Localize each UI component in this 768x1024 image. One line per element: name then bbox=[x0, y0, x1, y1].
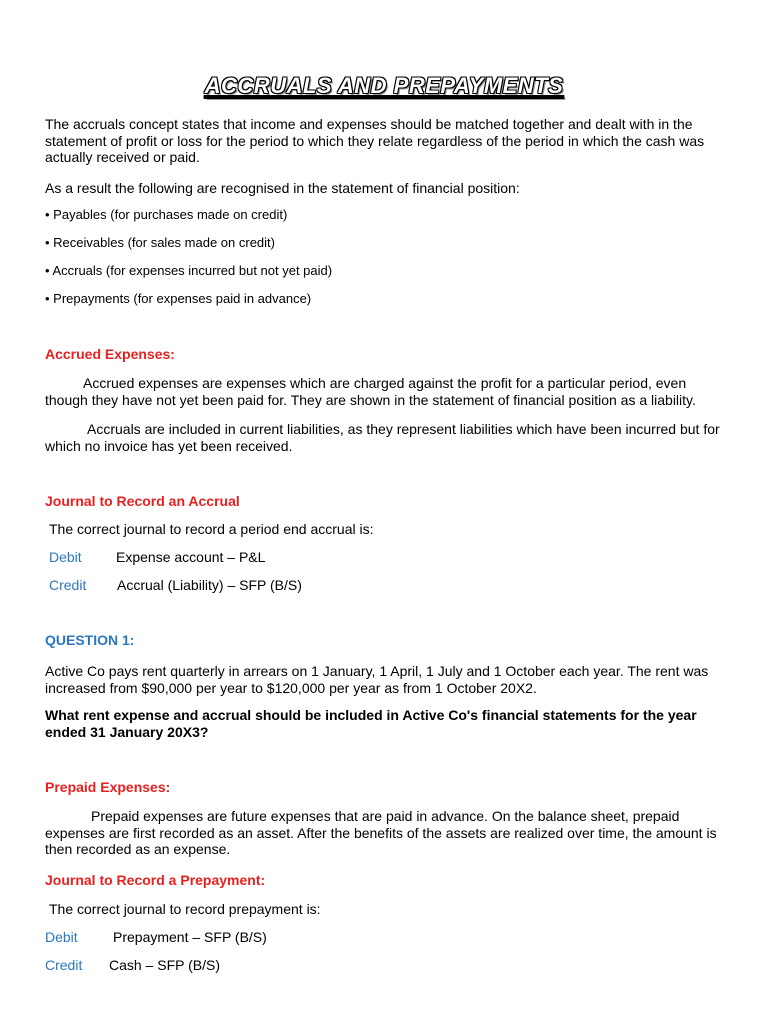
prepayment-debit-label: Debit bbox=[45, 929, 78, 945]
journal-prepayment-intro: The correct journal to record prepayment is: bbox=[49, 901, 321, 917]
bullet-prepayments: • Prepayments (for expenses paid in advance) bbox=[45, 291, 312, 306]
question-1-prompt: What rent expense and accrual should be included in Active Co's financial statements for the year ended 31 January 20X3? bbox=[45, 707, 697, 740]
accrual-credit-label: Credit bbox=[49, 577, 87, 593]
intro-statement: As a result the following are recognised in the statement of financial position: bbox=[45, 180, 520, 196]
prepaid-expenses-paragraph: Prepaid expenses are future expenses that are paid in advance. On the balance sheet, prepaid expenses are first recorded as an asset. After the benefits of the assets are realized over time, the amount is then recorded as an expense. bbox=[45, 808, 717, 857]
journal-accrual-intro: The correct journal to record a period end accrual is: bbox=[49, 521, 374, 537]
journal-prepayment-heading: Journal to Record a Prepayment: bbox=[45, 872, 266, 888]
prepayment-credit-label: Credit bbox=[45, 957, 83, 973]
prepayment-debit-entry: Prepayment – SFP (B/S) bbox=[113, 929, 267, 945]
journal-accrual-heading: Journal to Record an Accrual bbox=[45, 493, 240, 509]
page-title: ACCRUALS AND PREPAYMENTS bbox=[204, 73, 564, 98]
question-1-heading: QUESTION 1: bbox=[45, 632, 135, 648]
accrual-debit-entry: Expense account – P&L bbox=[116, 549, 266, 565]
question-1-text: Active Co pays rent quarterly in arrears on 1 January, 1 April, 1 July and 1 October each year. The rent was increased from $90,000 per year to $120,000 per year as from 1 October 20X2. bbox=[45, 663, 709, 696]
intro-paragraph: The accruals concept states that income and expenses should be matched together and dealt with in the statement of profit or loss for the period to which they relate regardless of the period in which the cash was actually received or paid. bbox=[45, 116, 705, 165]
bullet-payables: • Payables (for purchases made on credit) bbox=[45, 207, 288, 222]
accrual-credit-entry: Accrual (Liability) – SFP (B/S) bbox=[117, 577, 302, 593]
accrued-expenses-heading: Accrued Expenses: bbox=[45, 346, 175, 362]
accrued-expenses-paragraph-2: Accruals are included in current liabilities, as they represent liabilities which have been incurred but for which no invoice has yet been received. bbox=[45, 421, 720, 454]
prepayment-credit-entry: Cash – SFP (B/S) bbox=[109, 957, 221, 973]
bullet-accruals: • Accruals (for expenses incurred but not yet paid) bbox=[45, 263, 333, 278]
bullet-receivables: • Receivables (for sales made on credit) bbox=[45, 235, 275, 250]
prepaid-expenses-heading: Prepaid Expenses: bbox=[45, 779, 171, 795]
accrual-debit-label: Debit bbox=[49, 549, 82, 565]
accrued-expenses-paragraph-1: Accrued expenses are expenses which are charged against the profit for a particular period, even though they have not yet been paid for. They are shown in the statement of financial position as a liability. bbox=[45, 375, 696, 408]
